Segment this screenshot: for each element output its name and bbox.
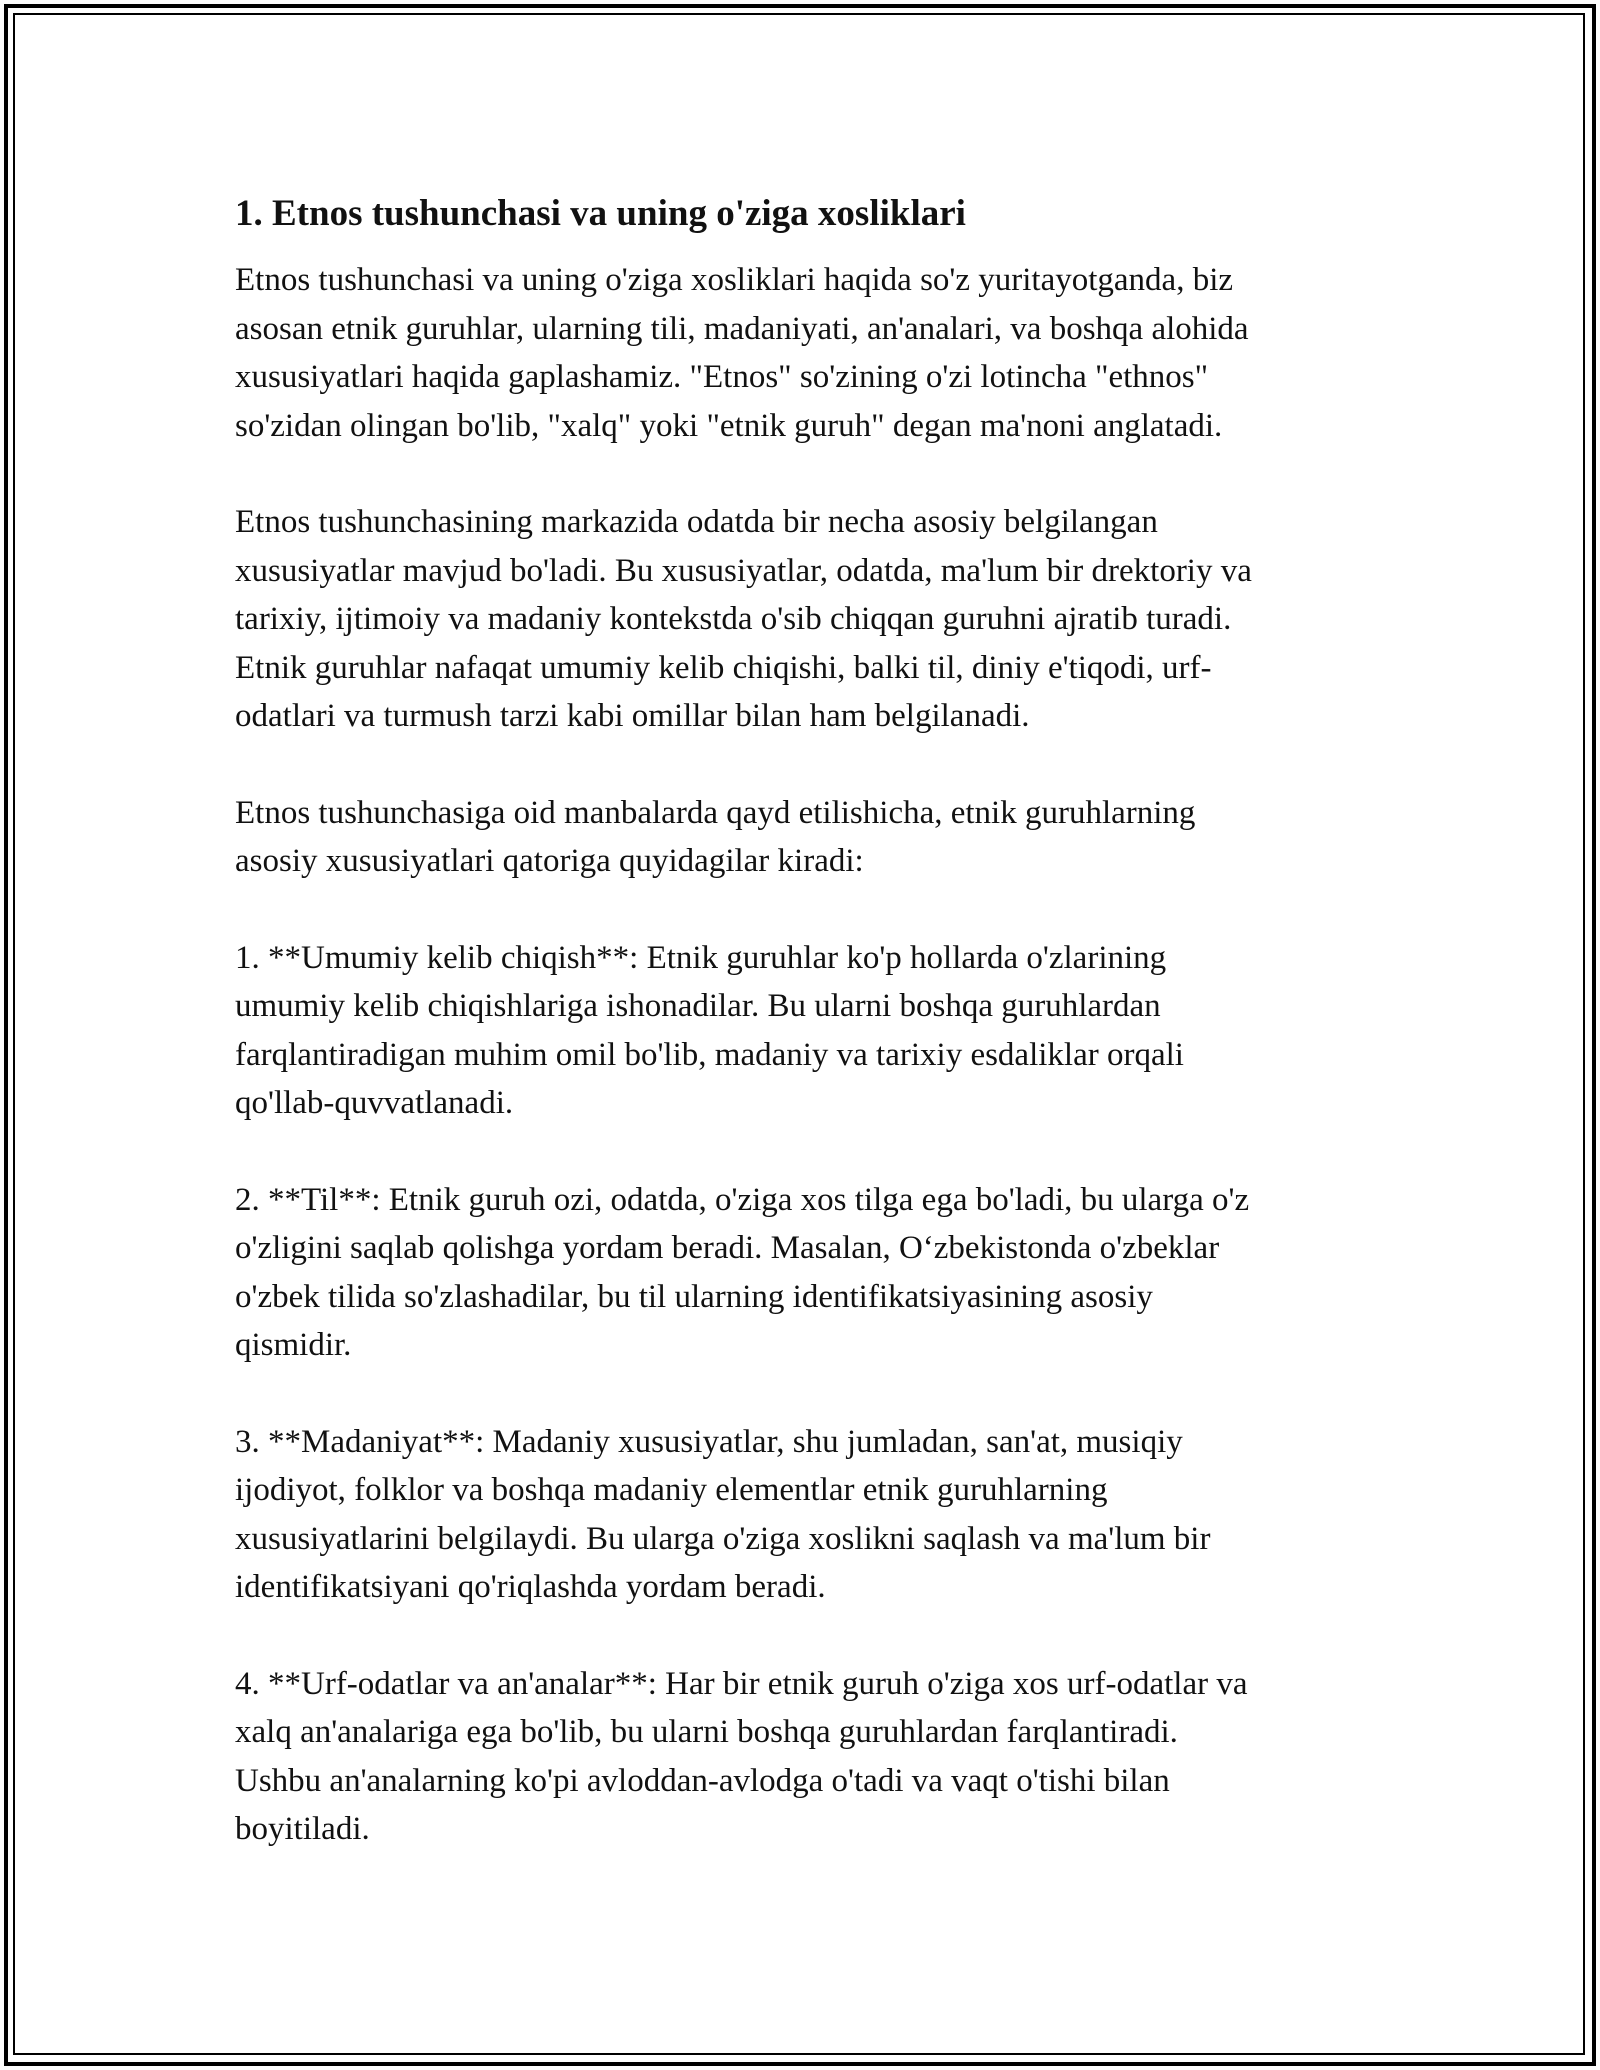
document-body: [235, 188, 1385, 1902]
paragraph-list-intro: Etnos tushunchasiga oid manbalarda qayd etilishicha, etnik guruhlarning asosiy xususiyatlari qatoriga quyidagilar kiradi:: [235, 794, 1196, 879]
list-item-common-origin: 1. **Umumiy kelib chiqish**: Etnik guruhlar ko'p hollarda o'zlarining umumiy kelib chiqishlariga ishonadilar. Bu ularni boshqa guruhlardan farqlantiradigan muhim omil bo'lib, madaniy va tarixiy esdaliklar orqali qo'llab-quvvatlanadi.: [235, 939, 1184, 1121]
list-item-language: 2. **Til**: Etnik guruh ozi, odatda, o'ziga xos tilga ega bo'ladi, bu ularga o'z o'zligini saqlab qolishga yordam beradi. Masalan, O‘zbekistonda o'zbeklar o'zbek tilida so'zlashadilar, bu til ularning identifikatsiyasining asosiy qismidir.: [235, 1181, 1250, 1363]
section-heading: 1. Etnos tushunchasi va uning o'ziga xosliklari: [235, 193, 966, 234]
list-item-traditions: 4. **Urf-odatlar va an'analar**: Har bir etnik guruh o'ziga xos urf-odatlar va xalq an'analariga ega bo'lib, bu ularni boshqa guruhlardan farqlantiradi. Ushbu an'analarning ko'pi avloddan-avlodga o'tadi va vaqt o'tishi bilan boyitiladi.: [235, 1665, 1248, 1847]
paragraph-core-features: Etnos tushunchasining markazida odatda bir necha asosiy belgilangan xususiyatlar mavjud bo'ladi. Bu xususiyatlar, odatda, ma'lum bir drektoriy va tarixiy, ijtimoiy va madaniy kontekstda o'sib chiqqan guruhni ajratib turadi. Etnik guruhlar nafaqat umumiy kelib chiqishi, balki til, diniy e'tiqodi, urf- odatlari va turmush tarzi kabi omillar bilan ham belgilanadi.: [235, 504, 1252, 734]
list-item-culture: 3. **Madaniyat**: Madaniy xususiyatlar, shu jumladan, san'at, musiqiy ijodiyot, folklor va boshqa madaniy elementlar etnik guruhlarning xususiyatlarini belgilaydi. Bu ularga o'ziga xoslikni saqlash va ma'lum bir identifikatsiyani qo'riqlashda yordam beradi.: [235, 1423, 1211, 1605]
paragraph-intro: Etnos tushunchasi va uning o'ziga xosliklari haqida so'z yuritayotganda, biz asosan etnik guruhlar, ularning tili, madaniyati, an'analari, va boshqa alohida xususiyatlari haqida gaplashamiz. "Etnos" so'zining o'zi lotincha "ethnos" so'zidan olingan bo'lib, "xalq" yoki "etnik guruh" degan ma'noni anglatadi.: [235, 262, 1249, 444]
